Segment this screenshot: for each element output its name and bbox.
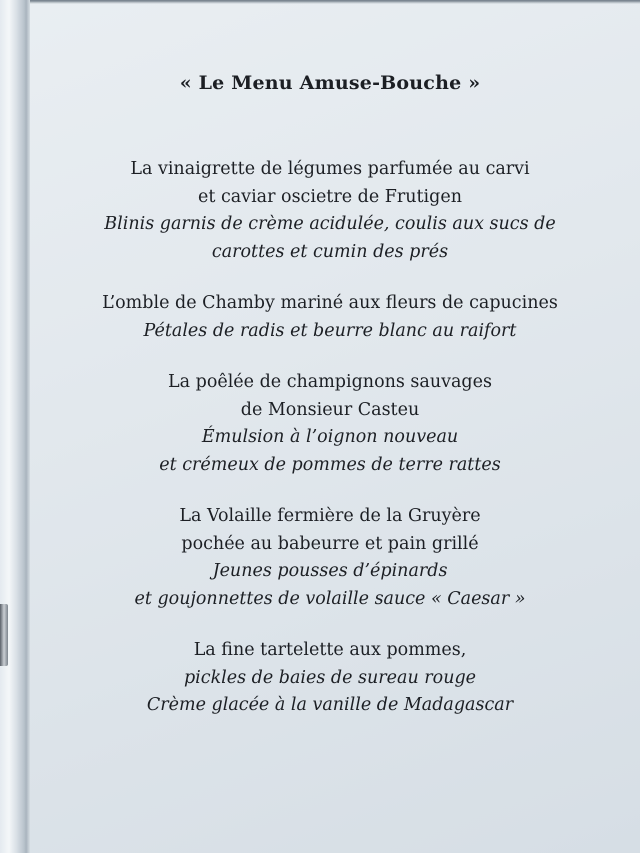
binder-clip	[0, 604, 8, 666]
menu-title: « Le Menu Amuse-Bouche »	[179, 72, 481, 94]
course-line: Jeunes pousses d’épinards	[212, 561, 448, 581]
course-3	[30, 369, 630, 479]
course-line: L’omble de Chamby mariné aux fleurs de capucines	[102, 293, 558, 313]
course-line: Crème glacée à la vanille de Madagascar	[146, 695, 514, 715]
course-line: pickles de baies de sureau rouge	[183, 667, 477, 688]
course-line: et caviar oscietre de Frutigen	[198, 186, 462, 207]
course-line: La vinaigrette de légumes parfumée au carvi	[130, 159, 530, 179]
course-line: Pétales de radis et beurre blanc au raifort	[143, 320, 517, 341]
course-1	[30, 156, 630, 266]
course-line: et crémeux de pommes de terre rattes	[159, 454, 501, 475]
page-top-shadow	[30, 0, 640, 4]
course-5	[30, 637, 630, 720]
menu-content	[30, 72, 630, 744]
course-line: et goujonnettes de volaille sauce « Caesar »	[134, 588, 526, 609]
course-line: La poêlée de champignons sauvages	[168, 372, 492, 392]
course-4	[30, 503, 630, 613]
course-line: carottes et cumin des prés	[211, 241, 449, 262]
course-2	[30, 290, 630, 345]
course-line: Blinis garnis de crème acidulée, coulis aux sucs de	[104, 214, 556, 234]
course-line: La Volaille fermière de la Gruyère	[179, 506, 481, 526]
course-line: de Monsieur Casteu	[240, 399, 420, 420]
course-line: pochée au babeurre et pain grillé	[181, 533, 479, 554]
course-line: Émulsion à l’oignon nouveau	[201, 427, 459, 447]
course-line: La fine tartelette aux pommes,	[193, 640, 467, 660]
